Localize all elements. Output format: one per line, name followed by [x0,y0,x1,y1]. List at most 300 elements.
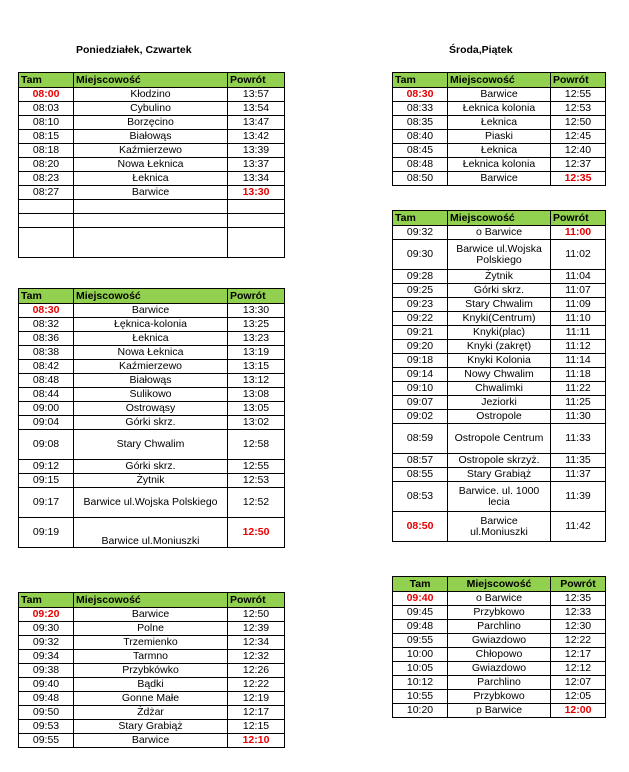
table-row [393,88,606,102]
powrot-cell: 12:30 [551,620,606,634]
place-cell: Barwice ul.Wojska Polskiego [448,240,551,270]
powrot-cell: 11:33 [551,424,606,454]
table-row [393,592,606,606]
powrot-cell: 11:25 [551,396,606,410]
table-row [393,226,606,240]
table-row [19,346,285,360]
tam-cell: 08:45 [393,144,448,158]
powrot-cell [228,228,285,258]
powrot-cell: 13:30 [228,186,285,200]
tam-cell: 09:20 [393,340,448,354]
table-row [393,704,606,718]
tam-cell: 09:08 [19,430,74,460]
table-row [19,318,285,332]
table-row [393,298,606,312]
tam-cell [19,214,74,228]
place-cell: Barwice ul.Moniuszki [74,518,228,548]
tam-cell: 08:33 [393,102,448,116]
table-row [19,692,285,706]
table-row [19,172,285,186]
tam-cell: 08:48 [393,158,448,172]
tam-cell: 09:30 [393,240,448,270]
place-cell: Łeknica kolonia [448,102,551,116]
powrot-cell: 12:12 [551,662,606,676]
powrot-cell: 12:05 [551,690,606,704]
table-row [393,468,606,482]
place-cell: Łeknica [74,172,228,186]
powrot-cell: 12:10 [228,734,285,748]
tam-cell: 09:10 [393,382,448,396]
col-powrot: Powrót [228,289,285,304]
table-row [19,88,285,102]
tam-cell: 10:55 [393,690,448,704]
table-row [393,340,606,354]
table-row [19,706,285,720]
powrot-cell: 12:39 [228,622,285,636]
table-row [19,102,285,116]
place-cell: Kaźmierzewo [74,360,228,374]
powrot-cell [228,200,285,214]
table-row [393,312,606,326]
place-cell: Ostropole skrzyż. [448,454,551,468]
place-cell: Stary Chwalim [74,430,228,460]
table-row [393,662,606,676]
table-row [19,388,285,402]
table-row [393,284,606,298]
table-row [19,636,285,650]
tam-cell: 09:25 [393,284,448,298]
tam-cell: 09:15 [19,474,74,488]
place-cell: Trzemienko [74,636,228,650]
powrot-cell: 12:50 [228,608,285,622]
table-row [393,130,606,144]
tam-cell: 09:21 [393,326,448,340]
powrot-cell: 12:53 [228,474,285,488]
tam-cell: 09:04 [19,416,74,430]
place-cell: Stary Chwalim [448,298,551,312]
tam-cell: 09:55 [393,634,448,648]
tam-cell: 08:44 [19,388,74,402]
tam-cell: 09:53 [19,720,74,734]
table-row [393,172,606,186]
table-row [393,634,606,648]
place-cell: Ostropole [448,410,551,424]
powrot-cell: 11:12 [551,340,606,354]
tam-cell: 08:30 [393,88,448,102]
tam-cell: 09:30 [19,622,74,636]
table-row [393,676,606,690]
table-row [19,416,285,430]
tam-cell: 09:40 [19,678,74,692]
tam-cell: 08:35 [393,116,448,130]
tam-cell [19,228,74,258]
powrot-cell: 11:18 [551,368,606,382]
table-row [393,144,606,158]
place-cell: Białowąs [74,374,228,388]
tam-cell: 09:14 [393,368,448,382]
tam-cell: 08:50 [393,512,448,542]
place-cell: Ostrowąsy [74,402,228,416]
powrot-cell: 12:50 [551,116,606,130]
tam-cell: 09:32 [393,226,448,240]
table-row [19,734,285,748]
place-cell: Barwice [74,734,228,748]
place-cell: Białowąs [74,130,228,144]
tam-cell: 08:30 [19,304,74,318]
col-powrot: Powrót [551,211,606,226]
tam-cell: 09:02 [393,410,448,424]
table-row [19,304,285,318]
table-row [19,144,285,158]
table-row [393,482,606,512]
powrot-cell: 12:55 [551,88,606,102]
tam-cell: 09:07 [393,396,448,410]
powrot-cell: 13:57 [228,88,285,102]
place-cell: Gwiazdowo [448,634,551,648]
tam-cell: 08:18 [19,144,74,158]
heading-mon-thu: Poniedziałek, Czwartek [76,44,192,56]
powrot-cell: 13:05 [228,402,285,416]
table-row [393,396,606,410]
tam-cell: 08:53 [393,482,448,512]
powrot-cell: 12:33 [551,606,606,620]
tam-cell: 08:15 [19,130,74,144]
table-row [19,664,285,678]
powrot-cell: 13:47 [228,116,285,130]
tam-cell: 09:19 [19,518,74,548]
table-row [19,116,285,130]
place-cell: Barwice [448,172,551,186]
place-cell: Barwice. ul. 1000 lecia [448,482,551,512]
place-cell: Knyki (zakręt) [448,340,551,354]
place-cell: Gwiazdowo [448,662,551,676]
powrot-cell: 13:30 [228,304,285,318]
tam-cell: 09:28 [393,270,448,284]
tam-cell: 09:48 [19,692,74,706]
table-row [19,130,285,144]
table-row [19,678,285,692]
tam-cell: 10:05 [393,662,448,676]
place-cell: Łęknica-kolonia [74,318,228,332]
powrot-cell: 12:07 [551,676,606,690]
place-cell [74,228,228,258]
powrot-cell: 11:30 [551,410,606,424]
place-cell: Górki skrz. [74,460,228,474]
col-miejscowosc: Miejscowość [448,577,551,592]
table-row [393,116,606,130]
place-cell [74,200,228,214]
col-tam: Tam [393,211,448,226]
place-cell [74,214,228,228]
powrot-cell: 12:52 [228,488,285,518]
powrot-cell: 11:14 [551,354,606,368]
place-cell: Parchlino [448,620,551,634]
place-cell: Nowa Łeknica [74,158,228,172]
powrot-cell: 12:26 [228,664,285,678]
timetable-wed-fri-1 [392,72,606,186]
place-cell: Żdżar [74,706,228,720]
table-row [19,228,285,258]
timetable-wed-fri-3 [392,576,606,718]
powrot-cell: 12:58 [228,430,285,460]
powrot-cell [228,214,285,228]
place-cell: Nowy Chwalim [448,368,551,382]
powrot-cell: 11:42 [551,512,606,542]
place-cell: Jeziorki [448,396,551,410]
col-powrot: Powrót [551,73,606,88]
powrot-cell: 12:15 [228,720,285,734]
powrot-cell: 13:12 [228,374,285,388]
tam-cell [19,200,74,214]
table-row [19,332,285,346]
table-row [393,382,606,396]
tam-cell: 08:42 [19,360,74,374]
place-cell: Nowa Łeknica [74,346,228,360]
tam-cell: 10:20 [393,704,448,718]
col-miejscowosc: Miejscowość [448,211,551,226]
timetable-mon-thu-2 [18,288,285,548]
place-cell: o Barwice [448,226,551,240]
tam-cell: 09:38 [19,664,74,678]
tam-cell: 09:32 [19,636,74,650]
table-row [19,488,285,518]
col-miejscowosc: Miejscowość [74,593,228,608]
tam-cell: 10:00 [393,648,448,662]
tam-cell: 08:36 [19,332,74,346]
table-row [393,410,606,424]
place-cell: Sulikowo [74,388,228,402]
powrot-cell: 11:22 [551,382,606,396]
table-row [19,374,285,388]
place-cell: Ostropole Centrum [448,424,551,454]
tam-cell: 09:20 [19,608,74,622]
tam-cell: 08:59 [393,424,448,454]
table-row [19,158,285,172]
place-cell: Kaźmierzewo [74,144,228,158]
col-tam: Tam [19,593,74,608]
powrot-cell: 13:42 [228,130,285,144]
tam-cell: 09:55 [19,734,74,748]
col-powrot: Powrót [228,593,285,608]
place-cell: Przybkowo [448,606,551,620]
place-cell: Chwalimki [448,382,551,396]
place-cell: Górki skrz. [448,284,551,298]
table-row [19,720,285,734]
powrot-cell: 12:32 [228,650,285,664]
powrot-cell: 12:45 [551,130,606,144]
powrot-cell: 13:02 [228,416,285,430]
table-row [19,360,285,374]
tam-cell: 08:50 [393,172,448,186]
place-cell: Łeknica kolonia [448,158,551,172]
place-cell: Przybkowo [448,690,551,704]
col-miejscowosc: Miejscowość [74,289,228,304]
place-cell: Chłopowo [448,648,551,662]
powrot-cell: 12:17 [228,706,285,720]
table-row [19,430,285,460]
table-row [393,620,606,634]
powrot-cell: 11:10 [551,312,606,326]
col-tam: Tam [19,289,74,304]
heading-wed-fri: Środa,Piątek [449,44,513,56]
tam-cell: 09:40 [393,592,448,606]
place-cell: Tarmno [74,650,228,664]
powrot-cell: 13:23 [228,332,285,346]
powrot-cell: 12:35 [551,592,606,606]
place-cell: Stary Grabiąż [448,468,551,482]
tam-cell: 09:48 [393,620,448,634]
powrot-cell: 11:02 [551,240,606,270]
powrot-cell: 11:35 [551,454,606,468]
place-cell: Stary Grabiąż [74,720,228,734]
col-powrot: Powrót [228,73,285,88]
tam-cell: 08:03 [19,102,74,116]
tam-cell: 08:40 [393,130,448,144]
tam-cell: 09:00 [19,402,74,416]
tam-cell: 08:27 [19,186,74,200]
tam-cell: 08:23 [19,172,74,186]
powrot-cell: 13:37 [228,158,285,172]
table-row [19,622,285,636]
table-row [393,368,606,382]
timetable-wed-fri-2 [392,210,606,542]
powrot-cell: 12:22 [551,634,606,648]
place-cell: Łeknica [74,332,228,346]
col-powrot: Powrót [551,577,606,592]
table-row [393,158,606,172]
powrot-cell: 11:04 [551,270,606,284]
col-tam: Tam [393,577,448,592]
place-cell: Kłodzino [74,88,228,102]
place-cell: Piaski [448,130,551,144]
col-miejscowosc: Miejscowość [74,73,228,88]
powrot-cell: 11:09 [551,298,606,312]
table-row [393,454,606,468]
place-cell: o Barwice [448,592,551,606]
table-row [19,518,285,548]
powrot-cell: 13:54 [228,102,285,116]
table-row [393,648,606,662]
place-cell: Polne [74,622,228,636]
powrot-cell: 11:00 [551,226,606,240]
table-row [393,606,606,620]
tam-cell: 09:22 [393,312,448,326]
place-cell: Żytnik [74,474,228,488]
powrot-cell: 12:55 [228,460,285,474]
place-cell: Barwice [448,88,551,102]
place-cell: Gonne Małe [74,692,228,706]
timetable-mon-thu-3 [18,592,285,748]
table-row [19,650,285,664]
tam-cell: 08:00 [19,88,74,102]
table-row [393,240,606,270]
place-cell: Barwice [74,186,228,200]
place-cell: Barwice [74,304,228,318]
tam-cell: 09:18 [393,354,448,368]
powrot-cell: 11:11 [551,326,606,340]
place-cell: Barwice ul.Moniuszki [448,512,551,542]
place-cell: Knyki(Centrum) [448,312,551,326]
place-cell: Parchlino [448,676,551,690]
tam-cell: 09:50 [19,706,74,720]
table-row [19,402,285,416]
powrot-cell: 12:19 [228,692,285,706]
powrot-cell: 13:08 [228,388,285,402]
place-cell: Barwice ul.Wojska Polskiego [74,488,228,518]
table-row [393,690,606,704]
powrot-cell: 12:35 [551,172,606,186]
powrot-cell: 11:07 [551,284,606,298]
tam-cell: 08:38 [19,346,74,360]
place-cell: Łeknica [448,144,551,158]
table-row [393,102,606,116]
tam-cell: 09:34 [19,650,74,664]
powrot-cell: 12:50 [228,518,285,548]
powrot-cell: 12:37 [551,158,606,172]
powrot-cell: 13:19 [228,346,285,360]
powrot-cell: 13:39 [228,144,285,158]
table-row [19,474,285,488]
table-row [19,214,285,228]
powrot-cell: 12:17 [551,648,606,662]
tam-cell: 09:45 [393,606,448,620]
tam-cell: 08:20 [19,158,74,172]
place-cell: Knyki(plac) [448,326,551,340]
powrot-cell: 12:40 [551,144,606,158]
timetable-mon-thu-1 [18,72,285,258]
powrot-cell: 13:25 [228,318,285,332]
place-cell: Bądki [74,678,228,692]
table-row [393,270,606,284]
place-cell: Żytnik [448,270,551,284]
table-row [19,200,285,214]
place-cell: Górki skrz. [74,416,228,430]
tam-cell: 09:23 [393,298,448,312]
powrot-cell: 12:22 [228,678,285,692]
table-row [393,326,606,340]
table-row [393,424,606,454]
col-tam: Tam [393,73,448,88]
place-cell: Cybulino [74,102,228,116]
tam-cell: 08:32 [19,318,74,332]
place-cell: Knyki Kolonia [448,354,551,368]
tam-cell: 08:57 [393,454,448,468]
place-cell: Przybkówko [74,664,228,678]
tam-cell: 08:48 [19,374,74,388]
tam-cell: 09:12 [19,460,74,474]
col-miejscowosc: Miejscowość [448,73,551,88]
tam-cell: 10:12 [393,676,448,690]
table-row [393,354,606,368]
powrot-cell: 12:00 [551,704,606,718]
table-row [393,512,606,542]
powrot-cell: 12:34 [228,636,285,650]
tam-cell: 08:55 [393,468,448,482]
powrot-cell: 13:34 [228,172,285,186]
place-cell: Barwice [74,608,228,622]
tam-cell: 09:17 [19,488,74,518]
table-row [19,608,285,622]
col-tam: Tam [19,73,74,88]
powrot-cell: 13:15 [228,360,285,374]
place-cell: Borzęcino [74,116,228,130]
powrot-cell: 12:53 [551,102,606,116]
tam-cell: 08:10 [19,116,74,130]
table-row [19,460,285,474]
place-cell: p Barwice [448,704,551,718]
place-cell: Łeknica [448,116,551,130]
powrot-cell: 11:37 [551,468,606,482]
